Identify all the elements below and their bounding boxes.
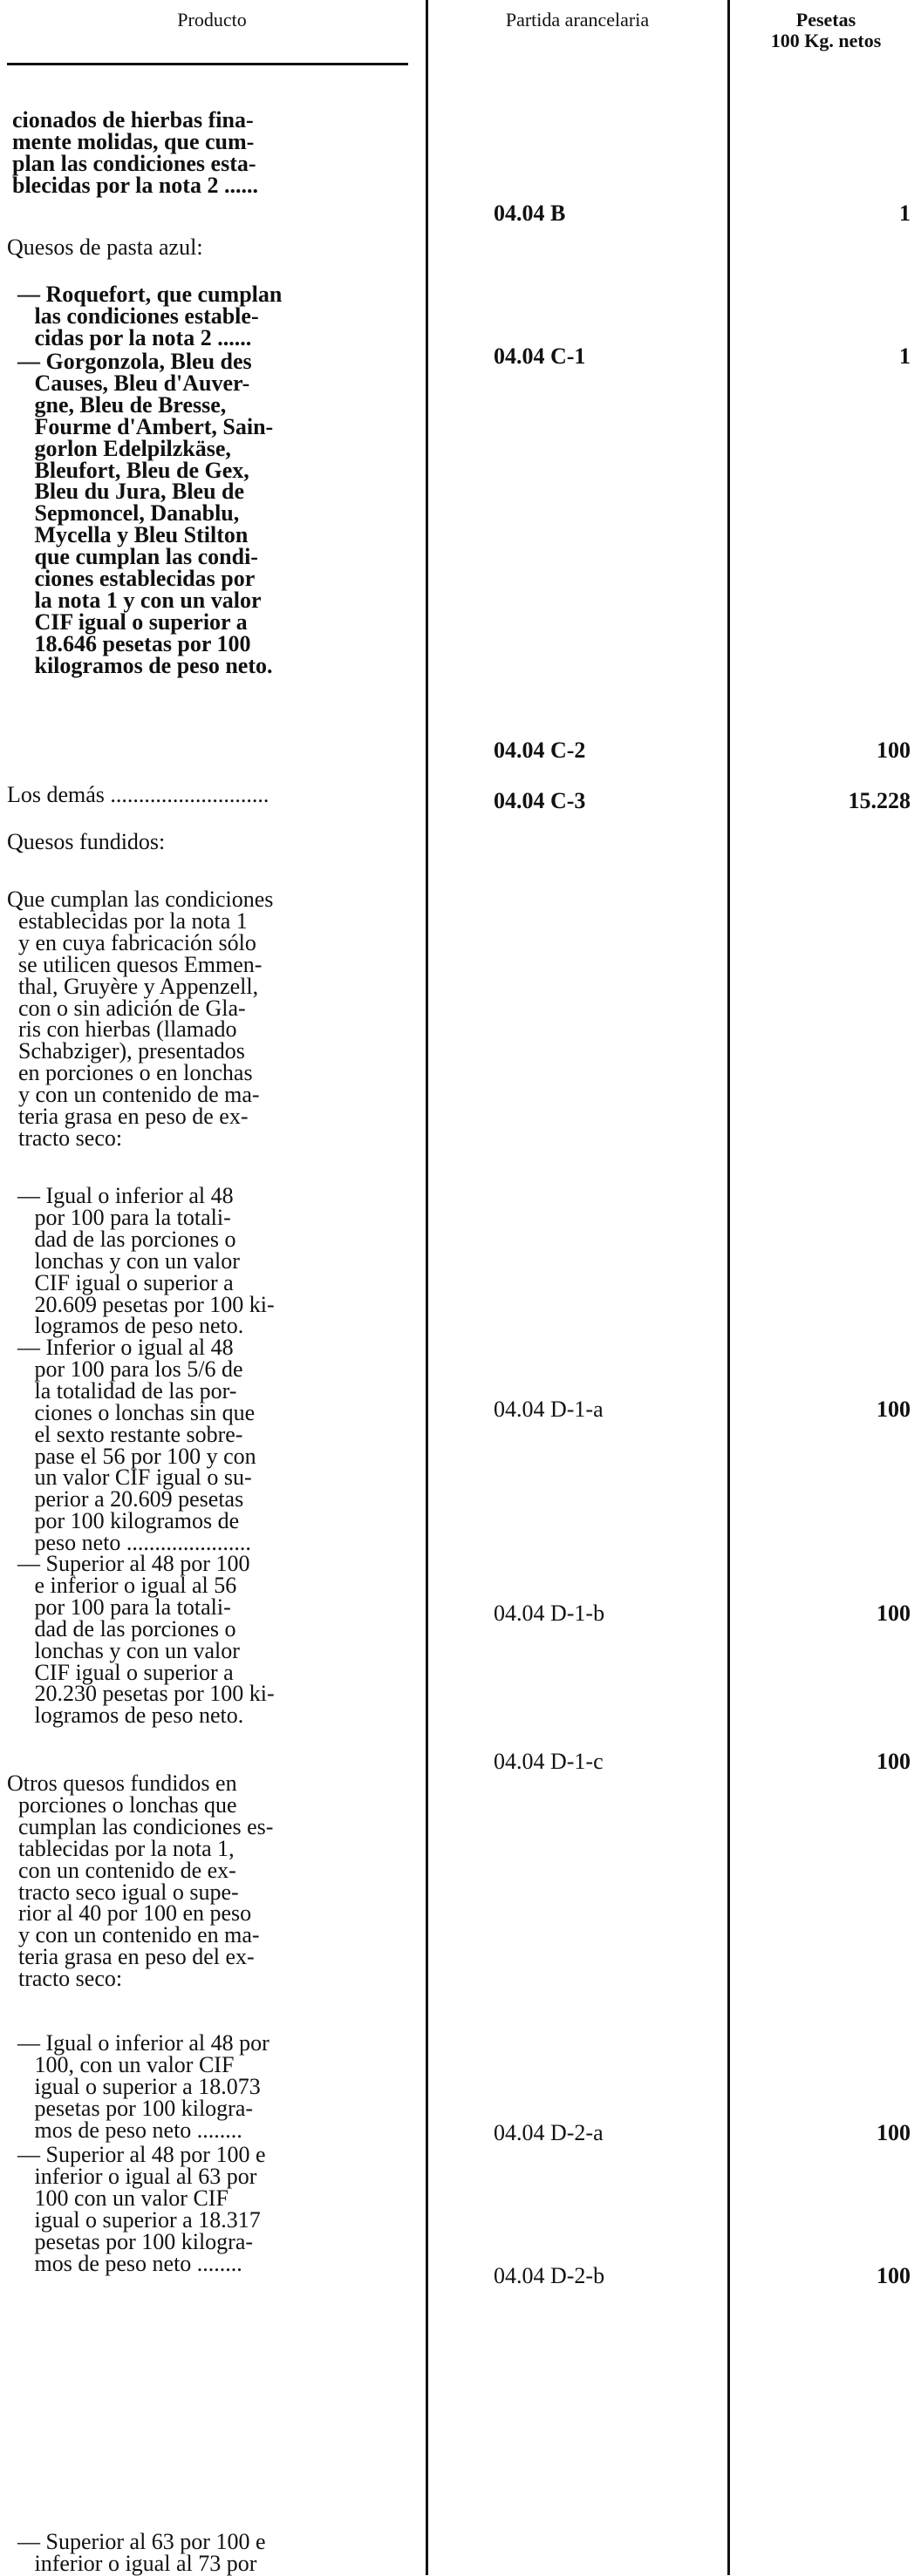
pesetas-value: 100 bbox=[877, 1601, 911, 1626]
product-text: Que cumplan las condiciones establecidas por la nota 1 y en cuya fabricación sólo se utilicen quesos Emmen- thal, Gruyère y Appenzell, con o sin adición de Gla- ris con hierbas (llamado Schabziger), presentados en porciones o en lonchas y con un contenido de ma- teria grasa en peso de ex- tracto seco: bbox=[7, 887, 274, 1151]
section-heading: Quesos de pasta azul: bbox=[7, 234, 203, 260]
pesetas-value: 1 bbox=[899, 201, 911, 226]
header-tariff: Partida arancelaria bbox=[505, 9, 650, 31]
product-text: Los demás ............................ bbox=[7, 782, 269, 807]
product-text: — Gorgonzola, Bleu des Causes, Bleu d'Auver- gne, Bleu de Bresse, Fourme d'Ambert, Sain- gorlon Edelpilzkäse, Bleufort, Bleu de Gex, Bleu du Jura, Bleu de Sepmoncel, Danablu, Mycella y Bleu Stilton que cumplan las condi- ciones establecidas por la nota 1 y con un valor CIF igual o superior a 18.646 pesetas por 100 kilogramos de peso neto. bbox=[17, 349, 274, 678]
tariff-code: 04.04 D-1-c bbox=[494, 1749, 604, 1774]
column-divider-right bbox=[727, 0, 730, 2575]
tariff-code: 04.04 B bbox=[494, 201, 566, 226]
pesetas-value: 15.228 bbox=[848, 788, 911, 813]
product-text: — Superior al 48 por 100 e inferior o igual al 56 por 100 para la totali- dad de las porciones o lonchas y con un valor CIF igual o superior a 20.230 pesetas por 100 ki- logramos de peso neto. bbox=[17, 1551, 275, 1729]
product-text: — Superior al 48 por 100 e inferior o igual al 63 por 100 con un valor CIF igual o superior a 18.317 pesetas por 100 kilogra- mos de peso neto ........ bbox=[17, 2142, 266, 2276]
header-pesetas-line2: 100 Kg. netos bbox=[770, 30, 882, 51]
tariff-code: 04.04 D-2-b bbox=[494, 2263, 605, 2288]
product-text: — Inferior o igual al 48 por 100 para los 5/6 de la totalidad de las por- ciones o lonchas sin que el sexto restante sobre- pase el 56 por 100 y con un valor CIF igual o su- perior a 20.609 pesetas por 100 kilogramos de peso neto ...................... bbox=[17, 1335, 256, 1556]
header-rule bbox=[7, 63, 408, 65]
tariff-code: 04.04 C-2 bbox=[494, 737, 586, 763]
pesetas-value: 1 bbox=[899, 343, 911, 369]
product-text: — Superior al 63 por 100 e inferior o igual al 73 por bbox=[17, 2529, 266, 2576]
tariff-code: 04.04 D-2-a bbox=[494, 2120, 604, 2145]
tariff-code: 04.04 C-1 bbox=[494, 343, 586, 369]
section-heading: Quesos fundidos: bbox=[7, 829, 166, 854]
pesetas-value: 100 bbox=[877, 2120, 911, 2145]
pesetas-value: 100 bbox=[877, 737, 911, 763]
tariff-code: 04.04 C-3 bbox=[494, 788, 586, 813]
column-divider-left bbox=[426, 0, 428, 2575]
tariff-code: 04.04 D-1-b bbox=[494, 1601, 605, 1626]
product-text: cionados de hierbas fina- mente molidas, que cum- plan las condiciones esta- blecidas por la nota 2 ...... bbox=[12, 107, 258, 198]
product-text: — Igual o inferior al 48 por 100, con un valor CIF igual o superior a 18.073 pesetas por 100 kilogra- mos de peso neto ........ bbox=[17, 2030, 269, 2143]
product-text: Otros quesos fundidos en porciones o lonchas que cumplan las condiciones es- tablecidas por la nota 1, con un contenido de ex- tracto seco igual o supe- rior al 40 por 100 en peso y con un contenido en ma- teria grasa en peso del ex- tracto seco: bbox=[7, 1771, 274, 1992]
header-product: Producto bbox=[177, 9, 247, 31]
pesetas-value: 100 bbox=[877, 1749, 911, 1774]
product-text: — Roquefort, que cumplan las condiciones estable- cidas por la nota 2 ...... bbox=[17, 282, 283, 350]
pesetas-value: 100 bbox=[877, 2263, 911, 2288]
product-text: — Igual o inferior al 48 por 100 para la totali- dad de las porciones o lonchas y con un valor CIF igual o superior a 20.609 pesetas por 100 ki- logramos de peso neto. bbox=[17, 1183, 275, 1339]
pesetas-value: 100 bbox=[877, 1397, 911, 1422]
header-pesetas-line1: Pesetas bbox=[795, 9, 856, 31]
tariff-code: 04.04 D-1-a bbox=[494, 1397, 604, 1422]
